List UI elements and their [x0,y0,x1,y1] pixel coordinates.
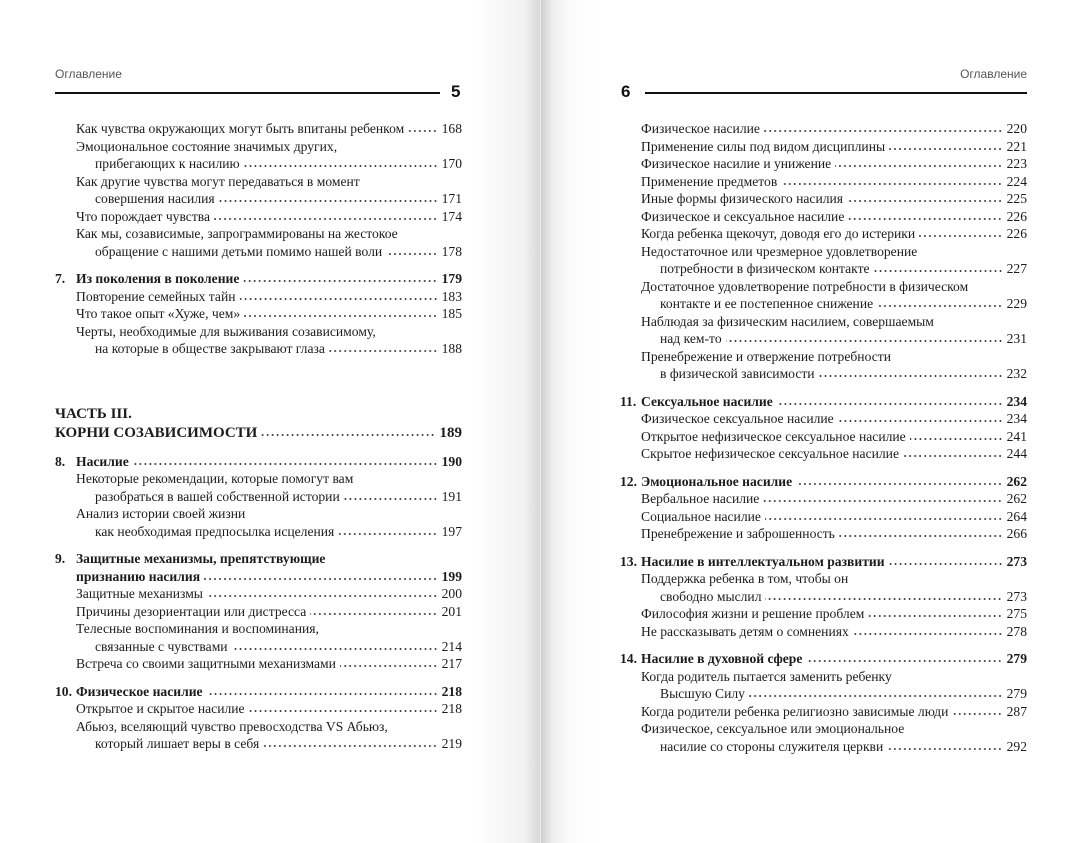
entry-page-number: 218 [441,701,462,716]
toc-entry[interactable] [55,700,462,718]
entry-title-line: Когда родитель пытается заменить ребенку [641,668,892,684]
chapter-group [620,650,1027,755]
entry-title: Высшую Силу [660,686,745,701]
dot-leader [781,176,1002,186]
entry-title: как необходимая предпосылка исцеления [95,523,335,539]
entry-page-number: 221 [1006,138,1027,154]
dot-leader [207,588,438,598]
dot-leader [340,658,438,668]
part-heading [55,405,462,443]
dot-leader [838,413,1003,423]
entry-page-number: 219 [441,736,462,751]
entry-page-number: 218 [441,683,462,699]
entry-last-line [620,588,1027,606]
dot-leader [214,211,438,221]
entry-last-line [620,208,1027,226]
dot-leader [777,396,1003,406]
toc-entry[interactable] [620,348,1027,383]
entry-title: Как чувства окружающих могут быть впитаны ребенком [76,121,405,136]
entry-title: Причины дезориентации или дистресса [76,603,307,619]
toc-entry[interactable] [620,278,1027,313]
chapter-title[interactable] [55,270,462,288]
entry-title: Физическое сексуальное насилие [641,411,834,426]
toc-entry[interactable] [620,208,1027,226]
toc-entry[interactable] [620,570,1027,605]
chapter-number: 13. [620,553,637,569]
entry-title-line: Черты, необходимые для выживания созависимому, [76,323,376,339]
toc-entry[interactable] [55,288,462,306]
toc-entry[interactable] [620,703,1027,721]
chapter-title[interactable] [620,393,1027,411]
table-of-contents [620,120,1027,755]
dot-leader [133,456,438,466]
entry-page-number: 189 [439,424,462,441]
toc-entry[interactable] [55,173,462,208]
toc-entry[interactable] [620,313,1027,348]
left-page [0,0,540,843]
entry-title: Физическое насилие [641,121,760,136]
entry-title: Открытое нефизическое сексуальное насилие [641,428,906,444]
entry-title: потребности в физическом контакте [660,261,870,276]
table-of-contents [55,120,462,753]
entry-page-number: 273 [1006,553,1027,569]
toc-entry[interactable] [55,655,462,673]
toc-entry[interactable] [620,190,1027,208]
toc-entry[interactable] [620,120,1027,138]
toc-entry[interactable] [55,585,462,603]
entry-title: прибегающих к насилию [95,156,240,171]
entry-page-number: 229 [1006,296,1027,311]
entry-title: Применение силы под видом дисциплины [641,138,886,154]
dot-leader [903,448,1003,458]
part-title-line: ЧАСТЬ III. [55,405,132,422]
dot-leader [835,158,1002,168]
toc-entry[interactable] [620,668,1027,703]
entry-title-line: Некоторые рекомендации, которые помогут вам [76,471,354,486]
dot-leader [910,431,1003,441]
entry-title: Насилие в интеллектуальном развитии [641,553,885,569]
entry-page-number: 220 [1006,121,1027,136]
entry-last-line [55,488,462,506]
page-number: 5 [451,82,461,101]
toc-entry[interactable] [620,138,1027,156]
toc-entry[interactable] [620,508,1027,526]
entry-title: насилие со стороны служителя церкви [660,738,884,754]
entry-page-number: 279 [1006,686,1027,701]
entry-title: Эмоциональное насилие [641,473,793,489]
chapter-title-line: 9. Защитные механизмы, препятствующие [55,551,326,566]
entry-last-line [55,638,462,656]
toc-entry[interactable] [55,305,462,323]
chapter-title[interactable] [55,683,462,701]
entry-title-line: Наблюдая за физическим насилием, совершаемым [641,313,934,329]
entry-title: связанные с чувствами [95,638,228,654]
entry-last-line [55,288,462,306]
dot-leader [232,641,438,651]
chapter-title[interactable] [620,553,1027,571]
toc-entry[interactable] [620,173,1027,191]
entry-page-number: 199 [441,568,462,584]
toc-entry[interactable] [55,208,462,226]
dot-leader [344,491,438,501]
entry-title: контакте и ее постепенное снижение [660,296,874,311]
entry-title: Что порождает чувства [76,208,211,224]
entry-page-number: 292 [1006,738,1027,754]
entry-last-line [55,243,462,261]
toc-entry[interactable] [620,525,1027,543]
entry-title: Физическое насилие [76,683,203,699]
chapter-group [55,683,462,753]
toc-entry[interactable] [55,120,462,138]
toc-entry[interactable] [620,605,1027,623]
dot-leader [408,123,437,133]
page-number: 6 [621,82,631,101]
entry-title: над кем-то [660,331,722,346]
dot-leader [889,141,1003,151]
entry-page-number: 262 [1006,473,1027,489]
entry-last-line [620,605,1027,623]
dot-leader [386,246,437,256]
entry-title-line: Анализ истории своей жизни [76,506,246,521]
entry-group [620,120,1027,383]
chapter-group [620,553,1027,641]
chapter-number: 10. [55,683,72,699]
entry-title: свободно мыслил [660,588,762,604]
entry-page-number: 266 [1006,526,1027,541]
entry-last-line [620,703,1027,721]
entry-page-number: 287 [1006,703,1027,719]
entry-last-line [620,508,1027,526]
dot-leader [806,653,1002,663]
entry-last-line [620,330,1027,348]
entry-title-line: Физическое, сексуальное или эмоциональное [641,721,905,736]
entry-page-number: 273 [1006,588,1027,604]
entry-title: Иные формы физического насилия [641,191,844,206]
entry-last-line [620,365,1027,383]
entry-page-number: 214 [441,638,462,654]
entry-page-number: 226 [1006,226,1027,241]
entry-page-number: 264 [1006,508,1027,524]
entry-title-line: Поддержка ребенка в том, чтобы он [641,571,849,586]
entry-title: Что такое опыт «Хуже, чем» [76,306,241,321]
entry-title: Открытое и скрытое насилие [76,701,245,716]
entry-title-line: Недостаточное или чрезмерное удовлетворение [641,243,918,259]
toc-entry[interactable] [55,603,462,621]
entry-last-line [55,305,462,323]
entry-page-number: 170 [441,156,462,171]
dot-leader [796,476,1002,486]
part-title[interactable] [55,424,462,443]
dot-leader [919,228,1002,238]
toc-entry[interactable] [620,243,1027,278]
chapter-group [620,393,1027,463]
entry-page-number: 225 [1006,191,1027,206]
entry-title: признанию насилия [76,568,201,584]
entry-title: Пренебрежение и заброшенность [641,526,835,541]
entry-title: Встреча со своими защитными механизмами [76,656,336,671]
dot-leader [310,606,437,616]
entry-last-line [620,428,1027,446]
entry-title: который лишает веры в себя [95,736,260,751]
entry-title-line: Абьюз, вселяющий чувство превосходства VS Абьюз, [76,718,388,734]
dot-leader [261,427,435,437]
entry-last-line [55,655,462,673]
entry-page-number: 178 [441,243,462,259]
chapter-number: 9. [55,551,66,566]
entry-title: Насилие в духовной сфере [641,651,803,666]
entry-page-number: 226 [1006,208,1027,224]
dot-leader [338,526,437,536]
entry-page-number: 234 [1006,393,1027,409]
entry-title: Когда родители ребенка религиозно зависимые люди [641,703,949,719]
entry-last-line [620,295,1027,313]
chapter-group [55,270,462,358]
entry-last-line [620,525,1027,543]
entry-title-line: Как другие чувства могут передаваться в момент [76,173,360,189]
entry-title: Насилие [76,453,129,469]
entry-title: Физическое насилие и унижение [641,156,832,171]
dot-leader [868,608,1002,618]
toc-entry[interactable] [55,225,462,260]
toc-entry[interactable] [55,470,462,505]
entry-last-line [55,120,462,138]
entry-last-line [55,735,462,753]
entry-page-number: 197 [441,523,462,539]
entry-last-line [620,155,1027,173]
entry-page-number: 231 [1006,331,1027,346]
entry-last-line [620,138,1027,156]
entry-page-number: 227 [1006,261,1027,276]
entry-page-number: 244 [1006,446,1027,461]
entry-title: Вербальное насилие [641,491,760,506]
entry-title: совершения насилия [95,191,215,206]
toc-entry[interactable] [620,428,1027,446]
entry-last-line [55,585,462,603]
toc-entry[interactable] [620,490,1027,508]
entry-title-line: Телесные воспоминания и воспоминания, [76,621,319,636]
entry-page-number: 174 [441,208,462,224]
entry-title: Когда ребенка щекочут, доводя его до истерики [641,226,916,241]
dot-leader [819,368,1003,378]
entry-page-number: 275 [1006,606,1027,621]
chapter-group [55,453,462,541]
dot-leader [889,556,1003,566]
entry-page-number: 217 [441,656,462,671]
entry-page-number: 185 [441,306,462,321]
entry-group [55,120,462,260]
toc-entry[interactable] [620,720,1027,755]
toc-entry[interactable] [620,445,1027,463]
entry-title: Защитные механизмы [76,586,203,601]
right-page [541,0,1088,843]
entry-last-line [620,490,1027,508]
entry-title: КОРНИ СОЗАВИСИМОСТИ [55,424,258,441]
entry-last-line [620,190,1027,208]
entry-last-line [620,445,1027,463]
entry-page-number: 223 [1006,156,1027,171]
entry-title: в физической зависимости [660,366,815,381]
entry-last-line [620,120,1027,138]
dot-leader [848,211,1002,221]
entry-title: Философия жизни и решение проблем [641,606,865,621]
dot-leader [847,193,1003,203]
entry-last-line [55,208,462,226]
dot-leader [764,123,1003,133]
dot-leader [207,686,438,696]
dot-leader [240,291,438,301]
entry-last-line [55,155,462,173]
toc-entry[interactable] [620,225,1027,243]
toc-entry[interactable] [55,323,462,358]
dot-leader [839,528,1003,538]
entry-page-number: 191 [441,488,462,504]
dot-leader [765,511,1003,521]
dot-leader [329,343,438,353]
chapter-number: 14. [620,651,637,666]
entry-page-number: 179 [441,271,462,286]
toc-entry[interactable] [55,505,462,540]
entry-page-number: 201 [441,603,462,619]
entry-last-line [620,225,1027,243]
entry-title: Сексуальное насилие [641,393,773,409]
toc-entry[interactable] [55,138,462,173]
header-rule [55,92,440,94]
chapter-title[interactable] [620,650,1027,668]
toc-entry[interactable] [55,718,462,753]
entry-page-number: 262 [1006,491,1027,506]
chapter-group [55,550,462,673]
entry-last-line [55,340,462,358]
entry-last-line [620,173,1027,191]
entry-title-line: Пренебрежение и отвержение потребности [641,348,891,364]
chapter-number: 7. [55,271,66,286]
dot-leader [765,591,1002,601]
entry-title: Применение предметов [641,173,778,189]
entry-title-line: Эмоциональное состояние значимых других, [76,138,338,154]
header-rule [645,92,1027,94]
entry-page-number: 168 [441,121,462,136]
chapter-title[interactable] [620,473,1027,491]
entry-title-line: Как мы, созависимые, запрограммированы на жестокое [76,226,398,241]
toc-entry[interactable] [620,410,1027,428]
running-header: Оглавление [960,67,1027,81]
dot-leader [726,333,1003,343]
dot-leader [853,626,1003,636]
chapter-number: 11. [620,393,637,409]
dot-leader [763,493,1002,503]
entry-last-line [620,685,1027,703]
entry-last-line [55,603,462,621]
dot-leader [249,703,438,713]
entry-page-number: 232 [1006,366,1027,381]
dot-leader [749,688,1003,698]
entry-page-number: 279 [1006,651,1027,666]
entry-page-number: 224 [1006,173,1027,189]
entry-last-line [55,190,462,208]
entry-page-number: 190 [441,453,462,469]
dot-leader [204,571,438,581]
entry-title: на которые в обществе закрывают глаза [95,341,325,356]
entry-title: обращение с нашими детьми помимо нашей воли [95,243,383,259]
chapter-title[interactable] [55,568,462,586]
chapter-number: 8. [55,453,66,469]
dot-leader [243,273,437,283]
entry-title: Не рассказывать детям о сомнениях [641,623,849,639]
toc-entry[interactable] [620,155,1027,173]
dot-leader [874,263,1003,273]
entry-title: Социальное насилие [641,508,761,524]
entry-title: Физическое и сексуальное насилие [641,208,845,224]
toc-entry[interactable] [620,623,1027,641]
dot-leader [887,741,1002,751]
entry-page-number: 200 [441,586,462,601]
entry-page-number: 234 [1006,411,1027,426]
entry-page-number: 183 [441,288,462,304]
dot-leader [219,193,438,203]
dot-leader [952,706,1002,716]
entry-last-line [620,738,1027,756]
chapter-group [620,473,1027,543]
entry-page-number: 188 [441,341,462,356]
entry-title-line: Достаточное удовлетворение потребности в физическом [641,278,969,294]
entry-last-line [55,700,462,718]
entry-page-number: 241 [1006,428,1027,444]
running-header: Оглавление [55,67,122,81]
entry-last-line [620,623,1027,641]
dot-leader [877,298,1002,308]
toc-entry[interactable] [55,620,462,655]
entry-title: Повторение семейных тайн [76,288,236,304]
chapter-number: 12. [620,473,637,489]
chapter-title[interactable] [55,453,462,471]
entry-title: Скрытое нефизическое сексуальное насилие [641,446,899,461]
dot-leader [244,308,437,318]
entry-last-line [620,410,1027,428]
entry-page-number: 278 [1006,623,1027,639]
entry-last-line [55,523,462,541]
dot-leader [244,158,438,168]
entry-title: разобраться в вашей собственной истории [95,488,340,504]
entry-last-line [620,260,1027,278]
entry-title: Из поколения в поколение [76,271,240,286]
dot-leader [263,738,437,748]
entry-page-number: 171 [441,191,462,206]
